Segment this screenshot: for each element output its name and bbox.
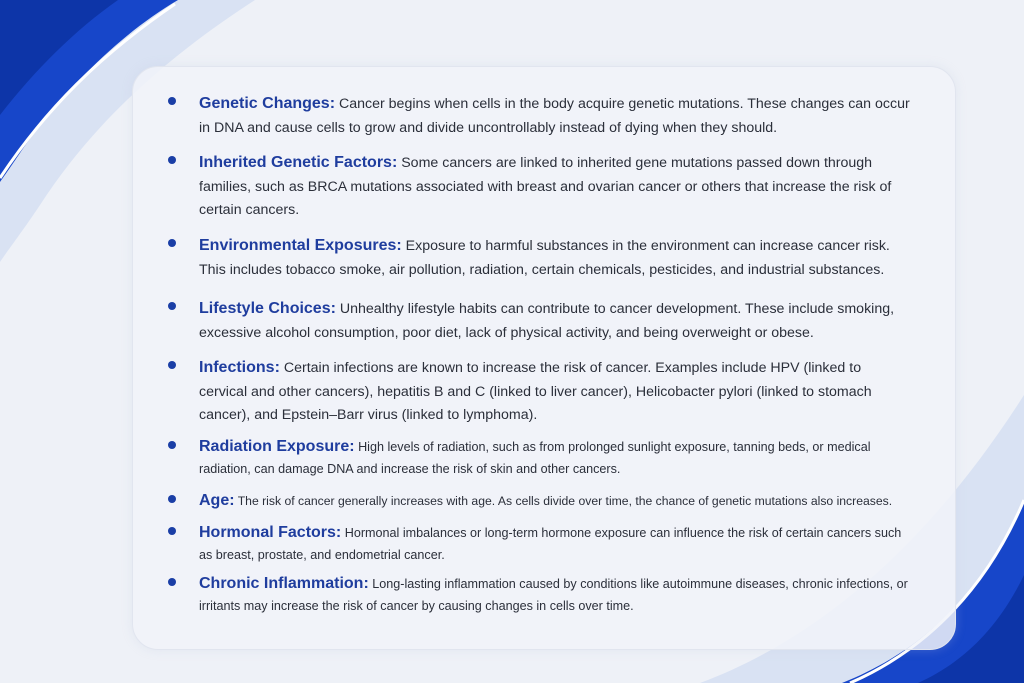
bullet-icon [168, 239, 176, 247]
list-item [168, 436, 913, 480]
list-item [168, 490, 948, 512]
list-item [168, 522, 913, 566]
item-body: High levels of radiation, such as from prolonged sunlight exposure, tanning beds, or medical radiation, can damage DNA and increase the risk of skin and other cancers. [199, 440, 871, 476]
item-heading: Hormonal Factors: [199, 524, 342, 541]
bullet-icon [168, 441, 176, 449]
item-heading: Inherited Genetic Factors: [199, 154, 398, 171]
item-body: The risk of cancer generally increases with age. As cells divide over time, the chance of genetic mutations also increases. [237, 494, 893, 508]
item-body: Hormonal imbalances or long-term hormone exposure can influence the risk of certain cancers such as breast, prostate, and endometrial cancer. [199, 526, 902, 562]
item-body: Certain infections are known to increase the risk of cancer. Examples include HPV (linked to cervical and other cancers), hepatitis B and C (linked to liver cancer), Helicobacter pylori (linked to stomach cancer), and Epstein–Barr virus (linked to lymphoma). [199, 360, 872, 423]
item-heading: Radiation Exposure: [199, 438, 355, 455]
item-heading: Age: [199, 492, 235, 509]
item-text [199, 234, 913, 282]
item-heading: Genetic Changes: [199, 95, 336, 112]
bullet-icon [168, 578, 176, 586]
item-text [199, 522, 913, 566]
item-text [199, 490, 948, 512]
item-heading: Environmental Exposures: [199, 237, 402, 254]
list-item [168, 92, 913, 140]
item-heading: Lifestyle Choices: [199, 300, 336, 317]
item-text [199, 356, 913, 428]
list-item [168, 151, 913, 223]
bullet-icon [168, 361, 176, 369]
bullet-icon [168, 527, 176, 535]
item-body: Cancer begins when cells in the body acquire genetic mutations. These changes can occur in DNA and cause cells to grow and divide uncontrollably instead of dying when they should. [199, 96, 910, 136]
item-text [199, 151, 913, 223]
item-body: Unhealthy lifestyle habits can contribute to cancer development. These include smoking, excessive alcohol consumption, poor diet, lack of physical activity, and being overweight or obese. [199, 301, 895, 341]
list-item [168, 234, 913, 282]
item-text [199, 297, 913, 345]
bullet-icon [168, 156, 176, 164]
item-heading: Chronic Inflammation: [199, 575, 369, 592]
bullet-icon [168, 97, 176, 105]
bullet-icon [168, 302, 176, 310]
item-body: Some cancers are linked to inherited gene mutations passed down through families, such as BRCA mutations associated with breast and ovarian cancer or others that increase the risk of certain cancers. [199, 155, 892, 218]
item-body: Long-lasting inflammation caused by conditions like autoimmune diseases, chronic infections, or irritants may increase the risk of cancer by causing changes in cells over time. [199, 577, 908, 613]
bullet-icon [168, 495, 176, 503]
item-text [199, 436, 913, 480]
item-text [199, 573, 913, 617]
item-text [199, 92, 913, 140]
list-item [168, 356, 913, 428]
item-body: Exposure to harmful substances in the environment can increase cancer risk. This includes tobacco smoke, air pollution, radiation, certain chemicals, pesticides, and industrial substances. [199, 238, 890, 278]
list-item [168, 297, 913, 345]
item-heading: Infections: [199, 359, 280, 376]
list-item [168, 573, 913, 617]
